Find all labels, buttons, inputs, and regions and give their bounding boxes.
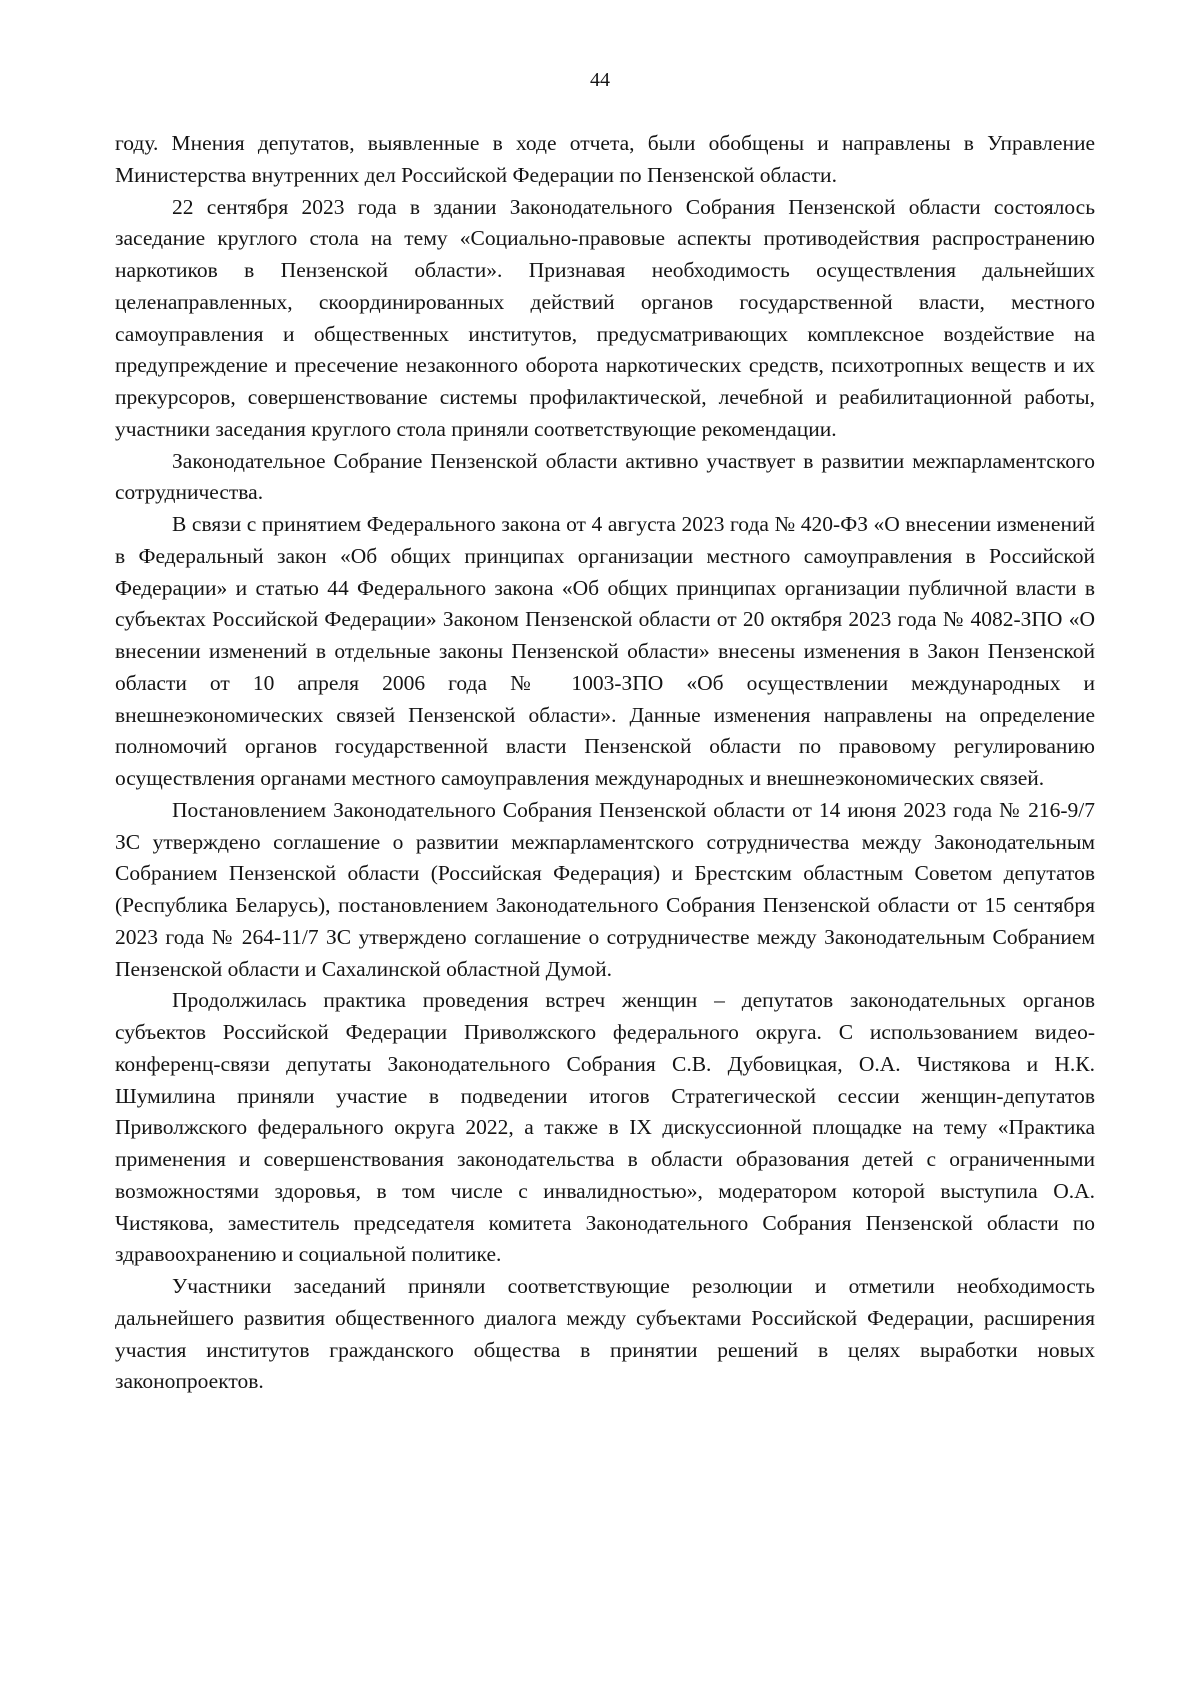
paragraph-interparliamentary: Законодательное Собрание Пензенской области активно участвует в развитии межпарламентского сотрудничества.	[115, 448, 1095, 505]
paragraph-federal-law: В связи с принятием Федерального закона от 4 августа 2023 года № 420-ФЗ «О внесении изменений в Федеральный закон «Об общих принципах организации местного самоуправления в Российской Федерации» и статью 44 Федерального закона «Об общих принципах организации публичной власти в субъектах Российской Федерации» Законом Пензенской области от 20 октября 2023 года № 4082-ЗПО «О внесении изменений в отдельные законы Пензенской области» внесены изменения в Закон Пензенской области от 10 апреля 2006 года № 1003-ЗПО «Об осуществлении международных и внешнеэкономических связей Пензенской области». Данные изменения направлены на определение полномочий органов государственной власти Пензенской области по правовому регулированию осуществления органами местного самоуправления международных и внешнеэкономических связей.	[115, 512, 1095, 790]
paragraph-round-table: 22 сентября 2023 года в здании Законодательного Собрания Пензенской области состоялось заседание круглого стола на тему «Социально-правовые аспекты противодействия распространению наркотиков в Пензенской области». Признавая необходимость осуществления дальнейших целенаправленных, скоординированных действий органов государственной власти, местного самоуправления и общественных институтов, предусматривающих комплексное воздействие на предупреждение и пресечение незаконного оборота наркотических средств, психотропных веществ и их прекурсоров, совершенствование системы профилактической, лечебной и реабилитационной работы, участники заседания круглого стола приняли соответствующие рекомендации.	[115, 194, 1095, 441]
paragraph-agreements: Постановлением Законодательного Собрания Пензенской области от 14 июня 2023 года № 216-9/7 ЗС утверждено соглашение о развитии межпарламентского сотрудничества между Законодательным Собранием Пензенской области (Российская Федерация) и Брестским областным Советом депутатов (Республика Беларусь), постановлением Законодательного Собрания Пензенской области от 15 сентября 2023 года № 264-11/7 ЗС утверждено соглашение о сотрудничестве между Законодательным Собранием Пензенской области и Сахалинской областной Думой.	[115, 797, 1095, 981]
paragraph-continuation: году. Мнения депутатов, выявленные в ходе отчета, были обобщены и направлены в Управление Министерства внутренних дел Российской Федерации по Пензенской области.	[115, 131, 1095, 187]
body-text	[115, 128, 1095, 1398]
paragraph-women-deputies: Продолжилась практика проведения встреч женщин – депутатов законодательных органов субъектов Российской Федерации Приволжского федерального округа. С использованием видео-конференц-связи депутаты Законодательного Собрания С.В. Дубовицкая, О.А. Чистякова и Н.К. Шумилина приняли участие в подведении итогов Стратегической сессии женщин-депутатов Приволжского федерального округа 2022, а также в IX дискуссионной площадке на тему «Практика применения и совершенствования законодательства в области образования детей с ограниченными возможностями здоровья, в том числе с инвалидностью», модератором которой выступила О.А. Чистякова, заместитель председателя комитета Законодательного Собрания Пензенской области по здравоохранению и социальной политике.	[115, 988, 1095, 1267]
page-number: 44	[590, 69, 610, 91]
paragraph-resolutions: Участники заседаний приняли соответствующие резолюции и отметили необходимость дальнейшего развития общественного диалога между субъектами Российской Федерации, расширения участия институтов гражданского общества в принятии решений в целях выработки новых законопроектов.	[115, 1274, 1095, 1394]
